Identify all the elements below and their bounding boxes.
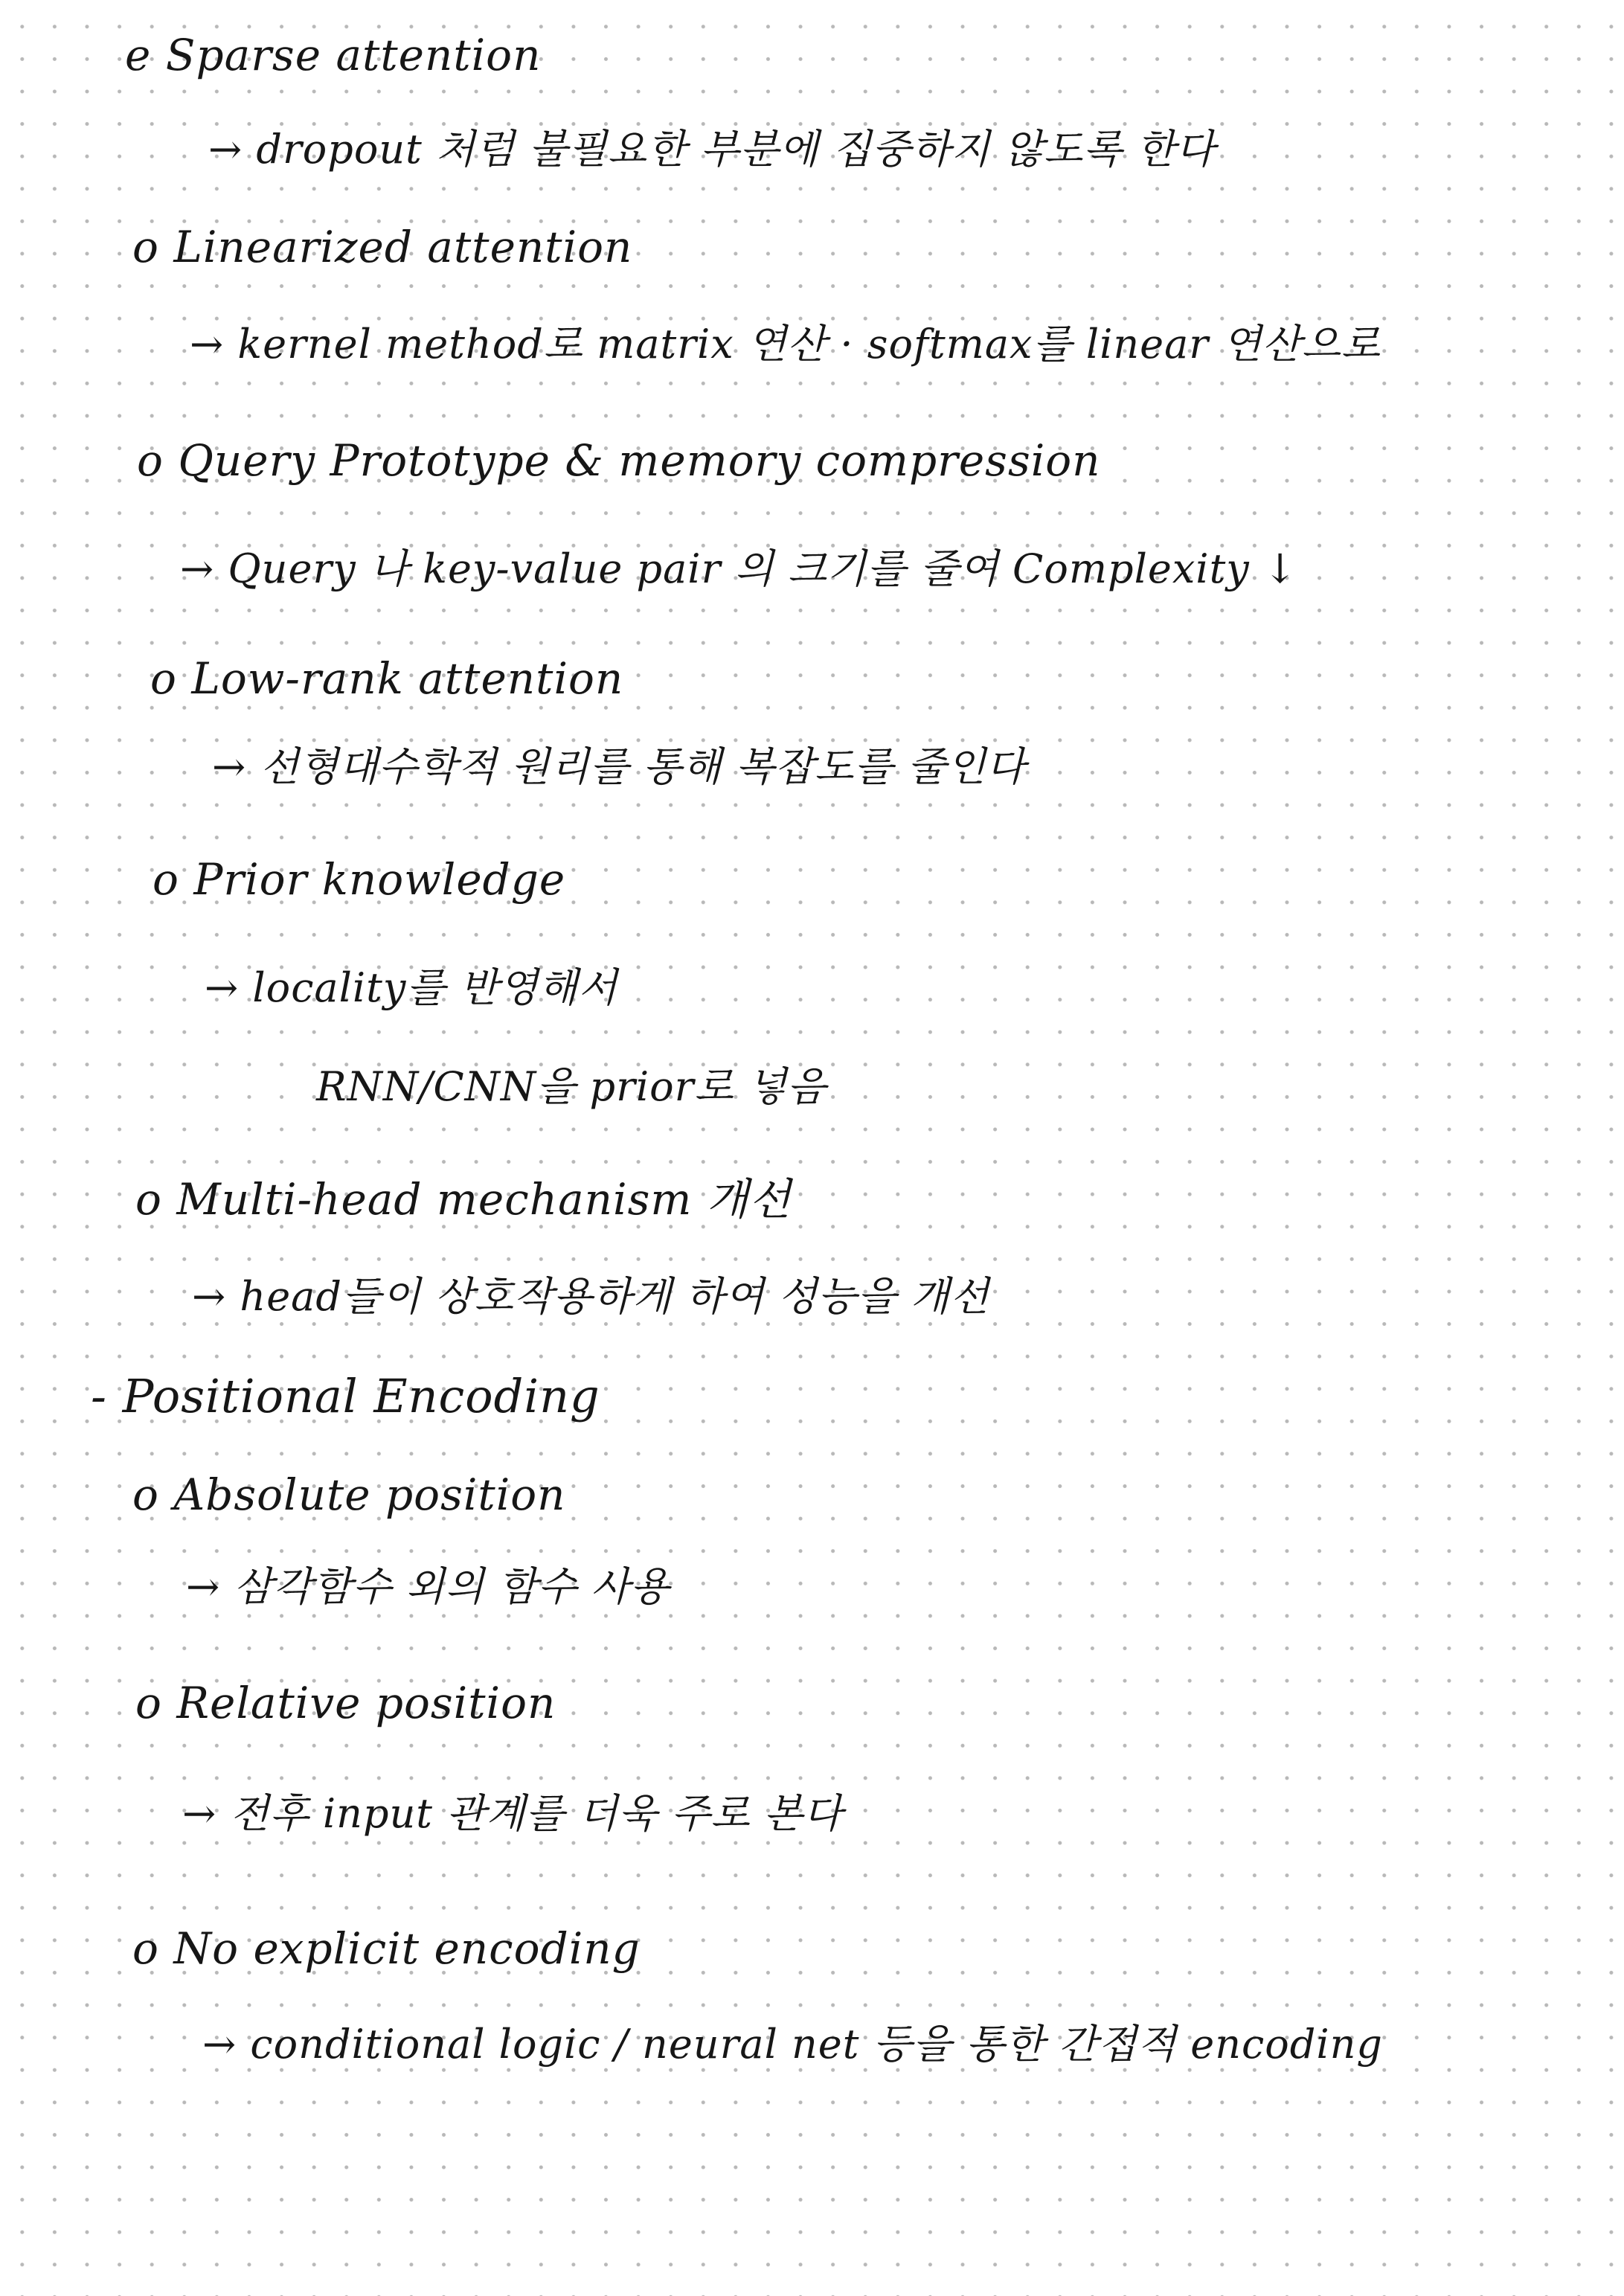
note-sparse-attention-detail: → dropout 처럼 불필요한 부분에 집중하지 않도록 한다 [208,126,1216,173]
note-no-explicit-encoding-detail: → conditional logic / neural net 등을 통한 간접적 encoding [202,2021,1383,2068]
note-low-rank-attention-detail: → 선형대수학적 원리를 통해 복잡도를 줄인다 [212,743,1027,790]
note-query-prototype: o Query Prototype & memory compression [137,435,1101,486]
note-low-rank-attention: o Low-rank attention [150,653,624,704]
note-linearized-attention: o Linearized attention [132,222,633,272]
note-absolute-position: o Absolute position [132,1469,566,1520]
note-prior-knowledge: o Prior knowledge [153,854,566,905]
note-relative-position: o Relative position [135,1678,556,1728]
note-linearized-attention-detail: → kernel method로 matrix 연산 · softmax를 linear 연산으로 [190,321,1381,368]
note-relative-position-detail: → 전후 input 관계를 더욱 주로 본다 [182,1790,844,1837]
note-query-prototype-detail: → Query 나 key-value pair 의 크기를 줄여 Complexity ↓ [180,545,1298,592]
note-multi-head-mechanism-detail: → head들이 상호작용하게 하여 성능을 개선 [192,1273,990,1320]
note-prior-knowledge-detail-2: RNN/CNN을 prior로 넣음 [316,1063,827,1110]
section-positional-encoding: - Positional Encoding [91,1369,600,1423]
note-absolute-position-detail: → 삼각함수 외의 함수 사용 [186,1563,670,1610]
note-no-explicit-encoding: o No explicit encoding [132,1923,641,1974]
note-multi-head-mechanism: o Multi-head mechanism 개선 [135,1174,792,1225]
note-prior-knowledge-detail-1: → locality를 반영해서 [205,964,618,1011]
note-sparse-attention: e Sparse attention [125,30,542,80]
